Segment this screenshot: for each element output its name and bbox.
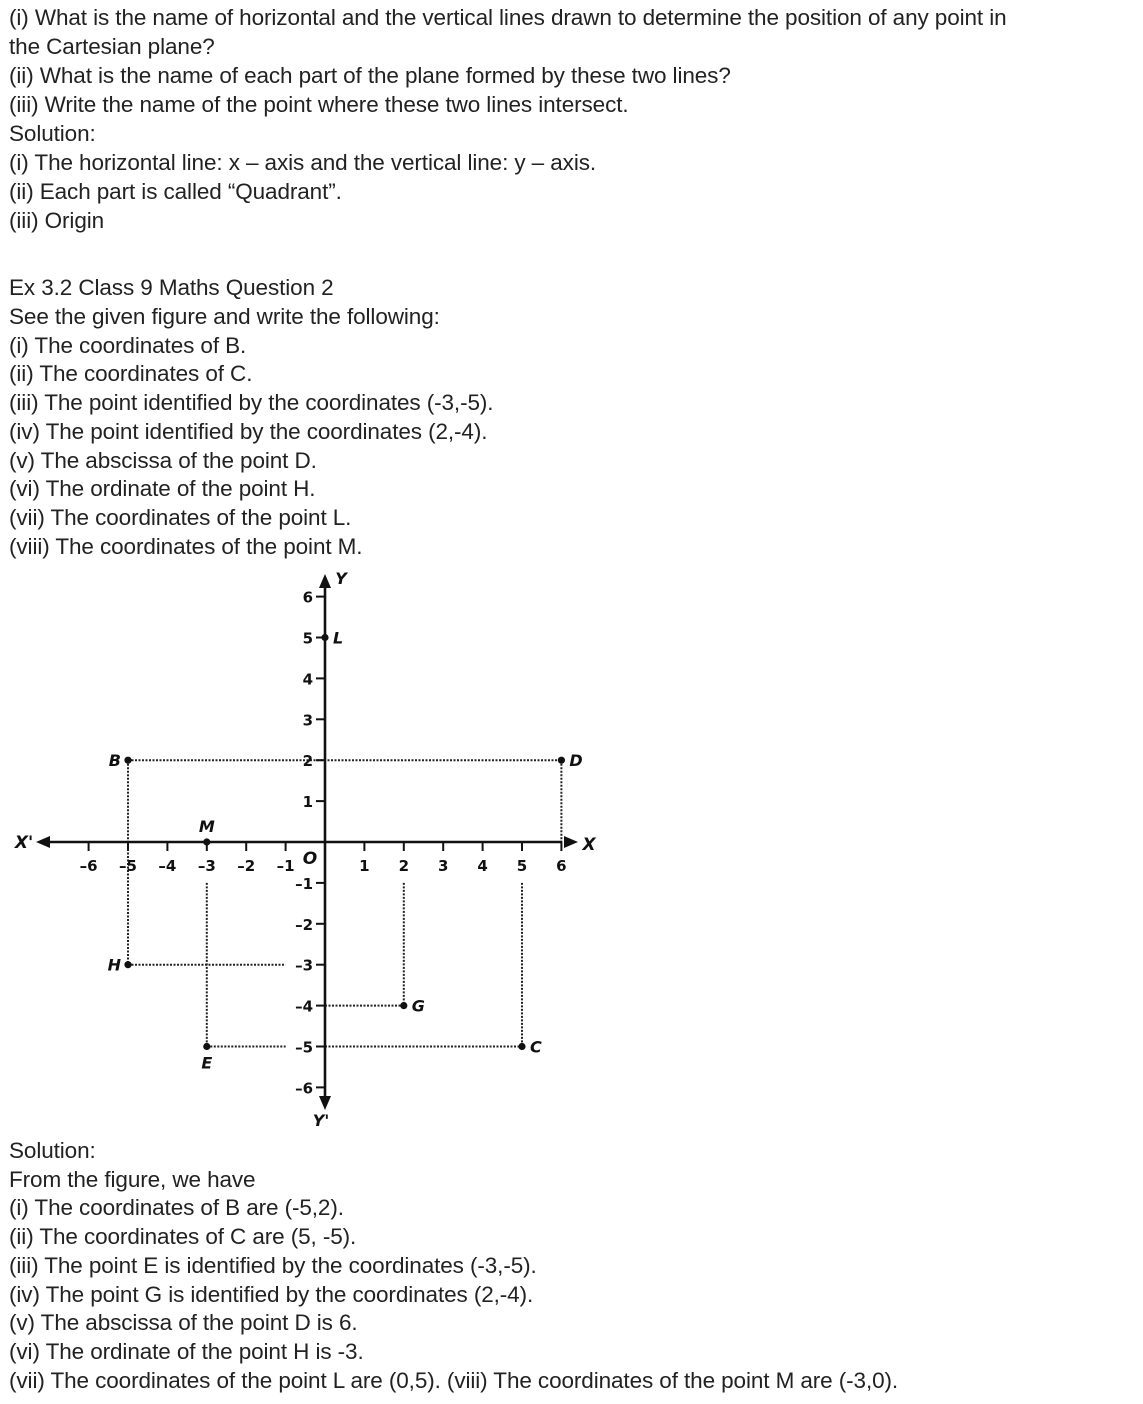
x-tick-label: 3 [437, 857, 449, 875]
question-line: (iv) The point identified by the coordinates (2,-4). [9, 418, 488, 444]
y-axis-negative-arrow-icon [319, 1096, 331, 1110]
text-line: the Cartesian plane? [9, 34, 215, 59]
question-line: (v) The abscissa of the point D. [9, 447, 317, 473]
x-tick-label: 4 [477, 857, 488, 875]
solution-line: (iv) The point G is identified by the coordinates (2,-4). [9, 1281, 534, 1307]
point-l-label: L [333, 628, 344, 648]
y-axis-positive-arrow-icon [319, 574, 331, 588]
point-h-label: H [107, 955, 121, 975]
point-b-marker [124, 757, 131, 764]
solution-line: (vi) The ordinate of the point H is -3. [9, 1338, 364, 1364]
question-line: (viii) The coordinates of the point M. [9, 533, 363, 559]
question-line: (vii) The coordinates of the point L. [9, 504, 352, 530]
y-axis-label: Y [335, 569, 347, 588]
y-tick-label: –3 [295, 956, 313, 975]
y-tick-label: –6 [295, 1079, 313, 1098]
text-line: Solution: [9, 121, 96, 146]
y-axis-negative-label: Y' [312, 1111, 330, 1130]
y-tick-label: 2 [302, 752, 313, 771]
point-e-marker [203, 1043, 210, 1050]
solution-line: (i) The coordinates of B are (-5,2). [9, 1195, 344, 1221]
origin-label: O [302, 849, 318, 869]
y-tick-label: 3 [302, 711, 313, 730]
solution-line: (vii) The coordinates of the point L are (0,5). (viii) The coordinates of the point M are (-3,0). [9, 1367, 899, 1393]
y-tick-label: –1 [295, 874, 313, 893]
y-tick-label: 4 [302, 670, 313, 689]
x-tick-label: 2 [398, 857, 410, 875]
x-tick-label: –6 [79, 857, 98, 875]
x-tick-label: –4 [158, 857, 177, 875]
dotted-guides [128, 760, 561, 1046]
plotted-points [108, 629, 583, 1073]
y-tick-label: 1 [302, 793, 313, 812]
x-tick-label: 5 [516, 857, 528, 875]
solution-line: (iii) The point E is identified by the coordinates (-3,-5). [9, 1252, 537, 1278]
point-d-label: D [569, 751, 583, 771]
text-line: (i) What is the name of horizontal and the vertical lines drawn to determine the position of any point in [9, 5, 1007, 30]
x-tick-label: 1 [359, 857, 370, 875]
point-d-marker [558, 757, 565, 764]
text-line: (iii) Origin [9, 208, 105, 233]
point-e-label: E [201, 1053, 213, 1073]
solution-line: From the figure, we have [9, 1166, 256, 1192]
y-tick-label: –4 [295, 997, 313, 1016]
question-line: See the given figure and write the following: [9, 304, 440, 329]
point-m-marker [203, 838, 210, 845]
y-tick-label: –2 [295, 915, 313, 934]
y-tick-label: 5 [302, 629, 313, 648]
question-line: (iii) The point identified by the coordinates (-3,-5). [9, 390, 494, 416]
solution-line: Solution: [9, 1138, 96, 1163]
text-line: (i) The horizontal line: x – axis and the vertical line: y – axis. [9, 150, 597, 175]
solution-line: (ii) The coordinates of C are (5, -5). [9, 1224, 357, 1250]
x-tick-label: –2 [237, 857, 256, 875]
y-tick-label: –5 [295, 1038, 313, 1057]
text-line: (ii) Each part is called “Quadrant”. [9, 179, 342, 204]
x-axis-label: X [582, 835, 596, 855]
x-axis-positive-arrow-icon [564, 836, 578, 848]
x-tick-label: 6 [556, 857, 567, 875]
point-c-label: C [530, 1037, 542, 1057]
point-c-marker [518, 1043, 525, 1050]
text-line: (ii) What is the name of each part of the plane formed by these two lines? [9, 63, 731, 88]
question-line: (i) The coordinates of B. [9, 332, 247, 358]
point-l-marker [321, 634, 328, 641]
x-tick-label: –3 [197, 857, 216, 875]
solution-line: (v) The abscissa of the point D is 6. [9, 1310, 358, 1336]
x-tick-label: –5 [119, 857, 137, 875]
text-line: (iii) Write the name of the point where these two lines intersect. [9, 92, 629, 117]
x-tick-label: –1 [276, 857, 295, 875]
cartesian-plane-figure [0, 566, 620, 1138]
question-heading: Ex 3.2 Class 9 Maths Question 2 [9, 275, 334, 300]
question-line: (ii) The coordinates of C. [9, 361, 253, 387]
x-axis-negative-arrow-icon [36, 836, 50, 848]
point-g-marker [400, 1002, 407, 1009]
point-g-label: G [411, 996, 425, 1016]
point-b-label: B [108, 751, 121, 771]
y-tick-label: 6 [302, 588, 313, 607]
question-line: (vi) The ordinate of the point H. [9, 476, 316, 502]
x-axis-negative-label: X' [14, 833, 34, 853]
point-m-label: M [198, 817, 215, 836]
point-h-marker [124, 961, 131, 968]
